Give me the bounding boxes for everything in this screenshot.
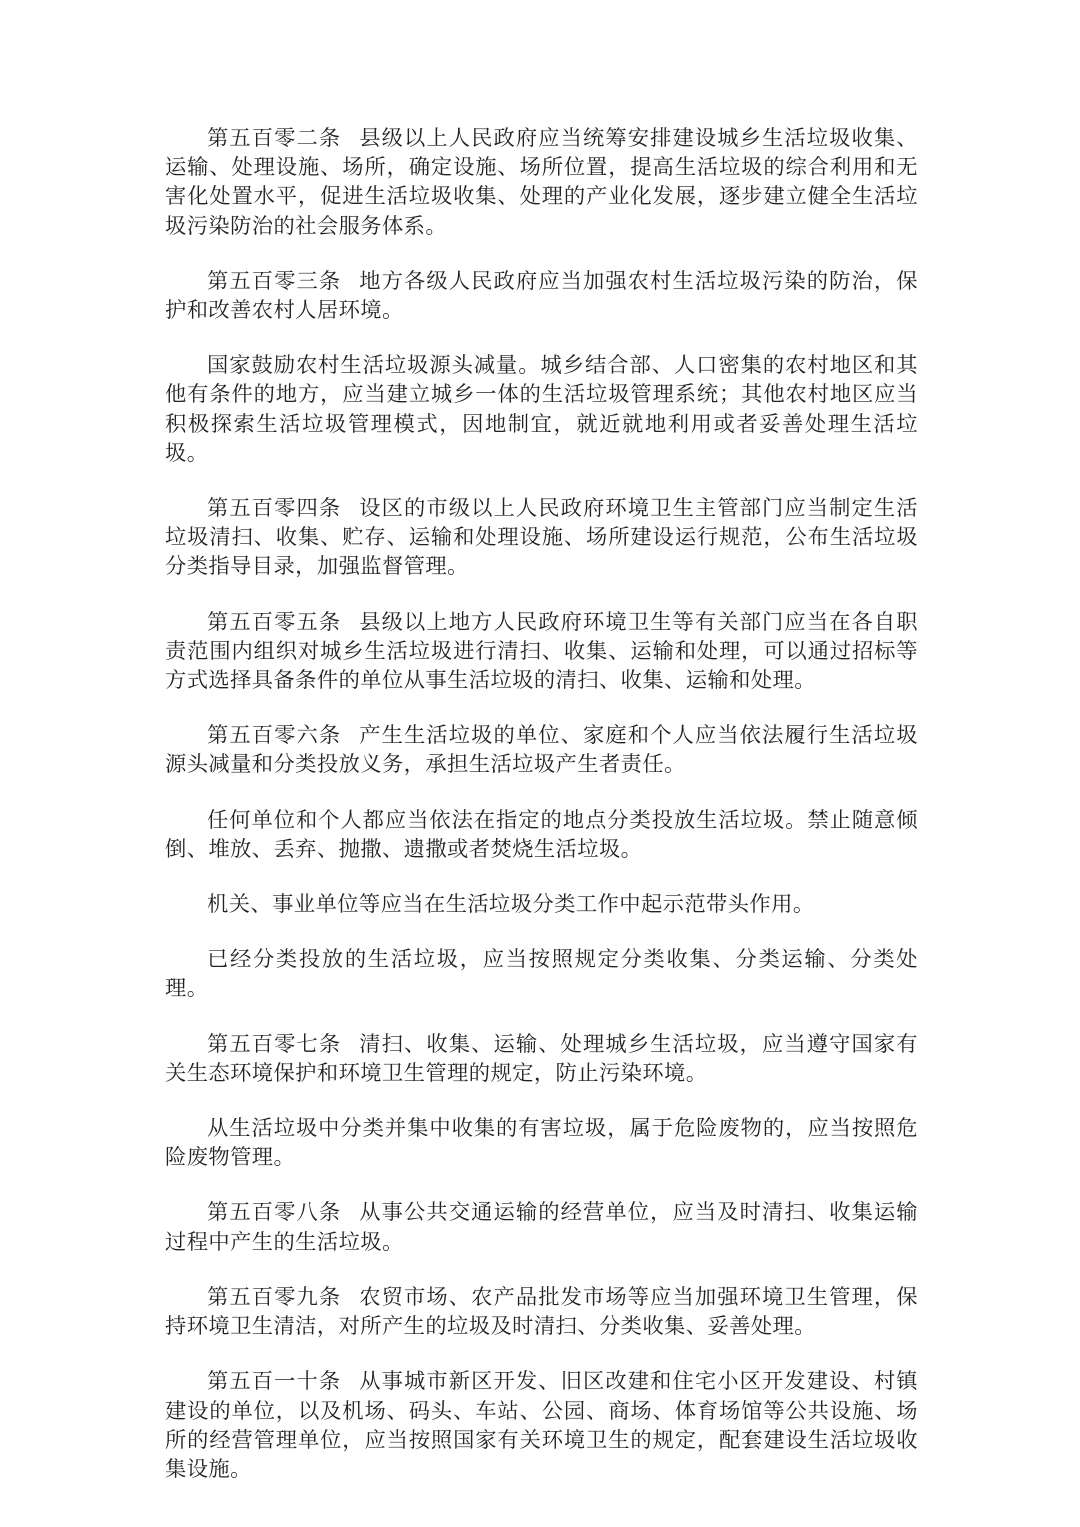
paragraph-text: 清扫、收集、运输、处理城乡生活垃圾，应当遵守国家有关生态环境保护和环境卫生管理的规定，防止污染环境。: [165, 1031, 918, 1086]
paragraph: [165, 267, 918, 325]
paragraph-text: 地方各级人民政府应当加强农村生活垃圾污染的防治，保护和改善农村人居环境。: [165, 268, 918, 324]
paragraph: [165, 806, 918, 864]
paragraph-text: 设区的市级以上人民政府环境卫生主管部门应当制定生活垃圾清扫、收集、贮存、运输和处理设施、场所建设运行规范，公布生活垃圾分类指导目录，加强监督管理。: [165, 496, 918, 580]
article-number: 第五百零七条: [207, 1031, 342, 1057]
paragraph: [165, 945, 918, 1003]
article-number: 第五百零二条: [207, 126, 342, 151]
paragraph-text: 从事城市新区开发、旧区改建和住宅小区开发建设、村镇建设的单位，以及机场、码头、车站、公园、商场、体育场馆等公共设施、场所的经营管理单位，应当按照国家有关环境卫生的规定，配套建设生活垃圾收集设施。: [165, 1369, 918, 1482]
paragraph: [165, 721, 918, 779]
paragraph: [165, 1198, 918, 1256]
article-number: 第五百零九条: [207, 1284, 342, 1310]
document-body: [165, 124, 918, 1484]
paragraph: [165, 1114, 918, 1172]
paragraph: [165, 1367, 918, 1484]
paragraph: [165, 1030, 918, 1088]
paragraph-text: 县级以上地方人民政府环境卫生等有关部门应当在各自职责范围内组织对城乡生活垃圾进行清扫、收集、运输和处理，可以通过招标等方式选择具备条件的单位从事生活垃圾的清扫、收集、运输和处理。: [165, 609, 918, 694]
paragraph-text: 机关、事业单位等应当在生活垃圾分类工作中起示范带头作用。: [207, 892, 815, 918]
article-number: 第五百零八条: [207, 1200, 342, 1226]
paragraph: [165, 494, 918, 582]
paragraph-text: 国家鼓励农村生活垃圾源头减量。城乡结合部、人口密集的农村地区和其他有条件的地方，应当建立城乡一体的生活垃圾管理系统；其他农村地区应当积极探索生活垃圾管理模式，因地制宜，就近就地利用或者妥善处理生活垃圾。: [165, 353, 918, 466]
paragraph: [165, 890, 918, 919]
paragraph-text: 产生生活垃圾的单位、家庭和个人应当依法履行生活垃圾源头减量和分类投放义务，承担生活垃圾产生者责任。: [165, 723, 918, 778]
paragraph-text: 任何单位和个人都应当依法在指定的地点分类投放生活垃圾。禁止随意倾倒、堆放、丢弃、抛撒、遗撒或者焚烧生活垃圾。: [165, 807, 918, 862]
paragraph-text: 农贸市场、农产品批发市场等应当加强环境卫生管理，保持环境卫生清洁，对所产生的垃圾及时清扫、分类收集、妥善处理。: [165, 1284, 918, 1340]
paragraph: [165, 1283, 918, 1341]
paragraph-text: 从事公共交通运输的经营单位，应当及时清扫、收集运输过程中产生的生活垃圾。: [165, 1200, 918, 1255]
article-number: 第五百零四条: [207, 496, 342, 522]
article-number: 第五百零六条: [207, 723, 342, 749]
paragraph-text: 已经分类投放的生活垃圾，应当按照规定分类收集、分类运输、分类处理。: [165, 947, 918, 1002]
paragraph-text: 从生活垃圾中分类并集中收集的有害垃圾，属于危险废物的，应当按照危险废物管理。: [165, 1116, 918, 1171]
paragraph: [165, 351, 918, 468]
paragraph: [165, 124, 918, 241]
paragraph-text: 县级以上人民政府应当统筹安排建设城乡生活垃圾收集、运输、处理设施、场所，确定设施、场所位置，提高生活垃圾的综合利用和无害化处置水平，促进生活垃圾收集、处理的产业化发展，逐步建立健全生活垃圾污染防治的社会服务体系。: [165, 126, 918, 239]
article-number: 第五百零三条: [207, 268, 342, 294]
paragraph: [165, 608, 918, 696]
article-number: 第五百一十条: [207, 1369, 342, 1395]
article-number: 第五百零五条: [207, 609, 342, 635]
